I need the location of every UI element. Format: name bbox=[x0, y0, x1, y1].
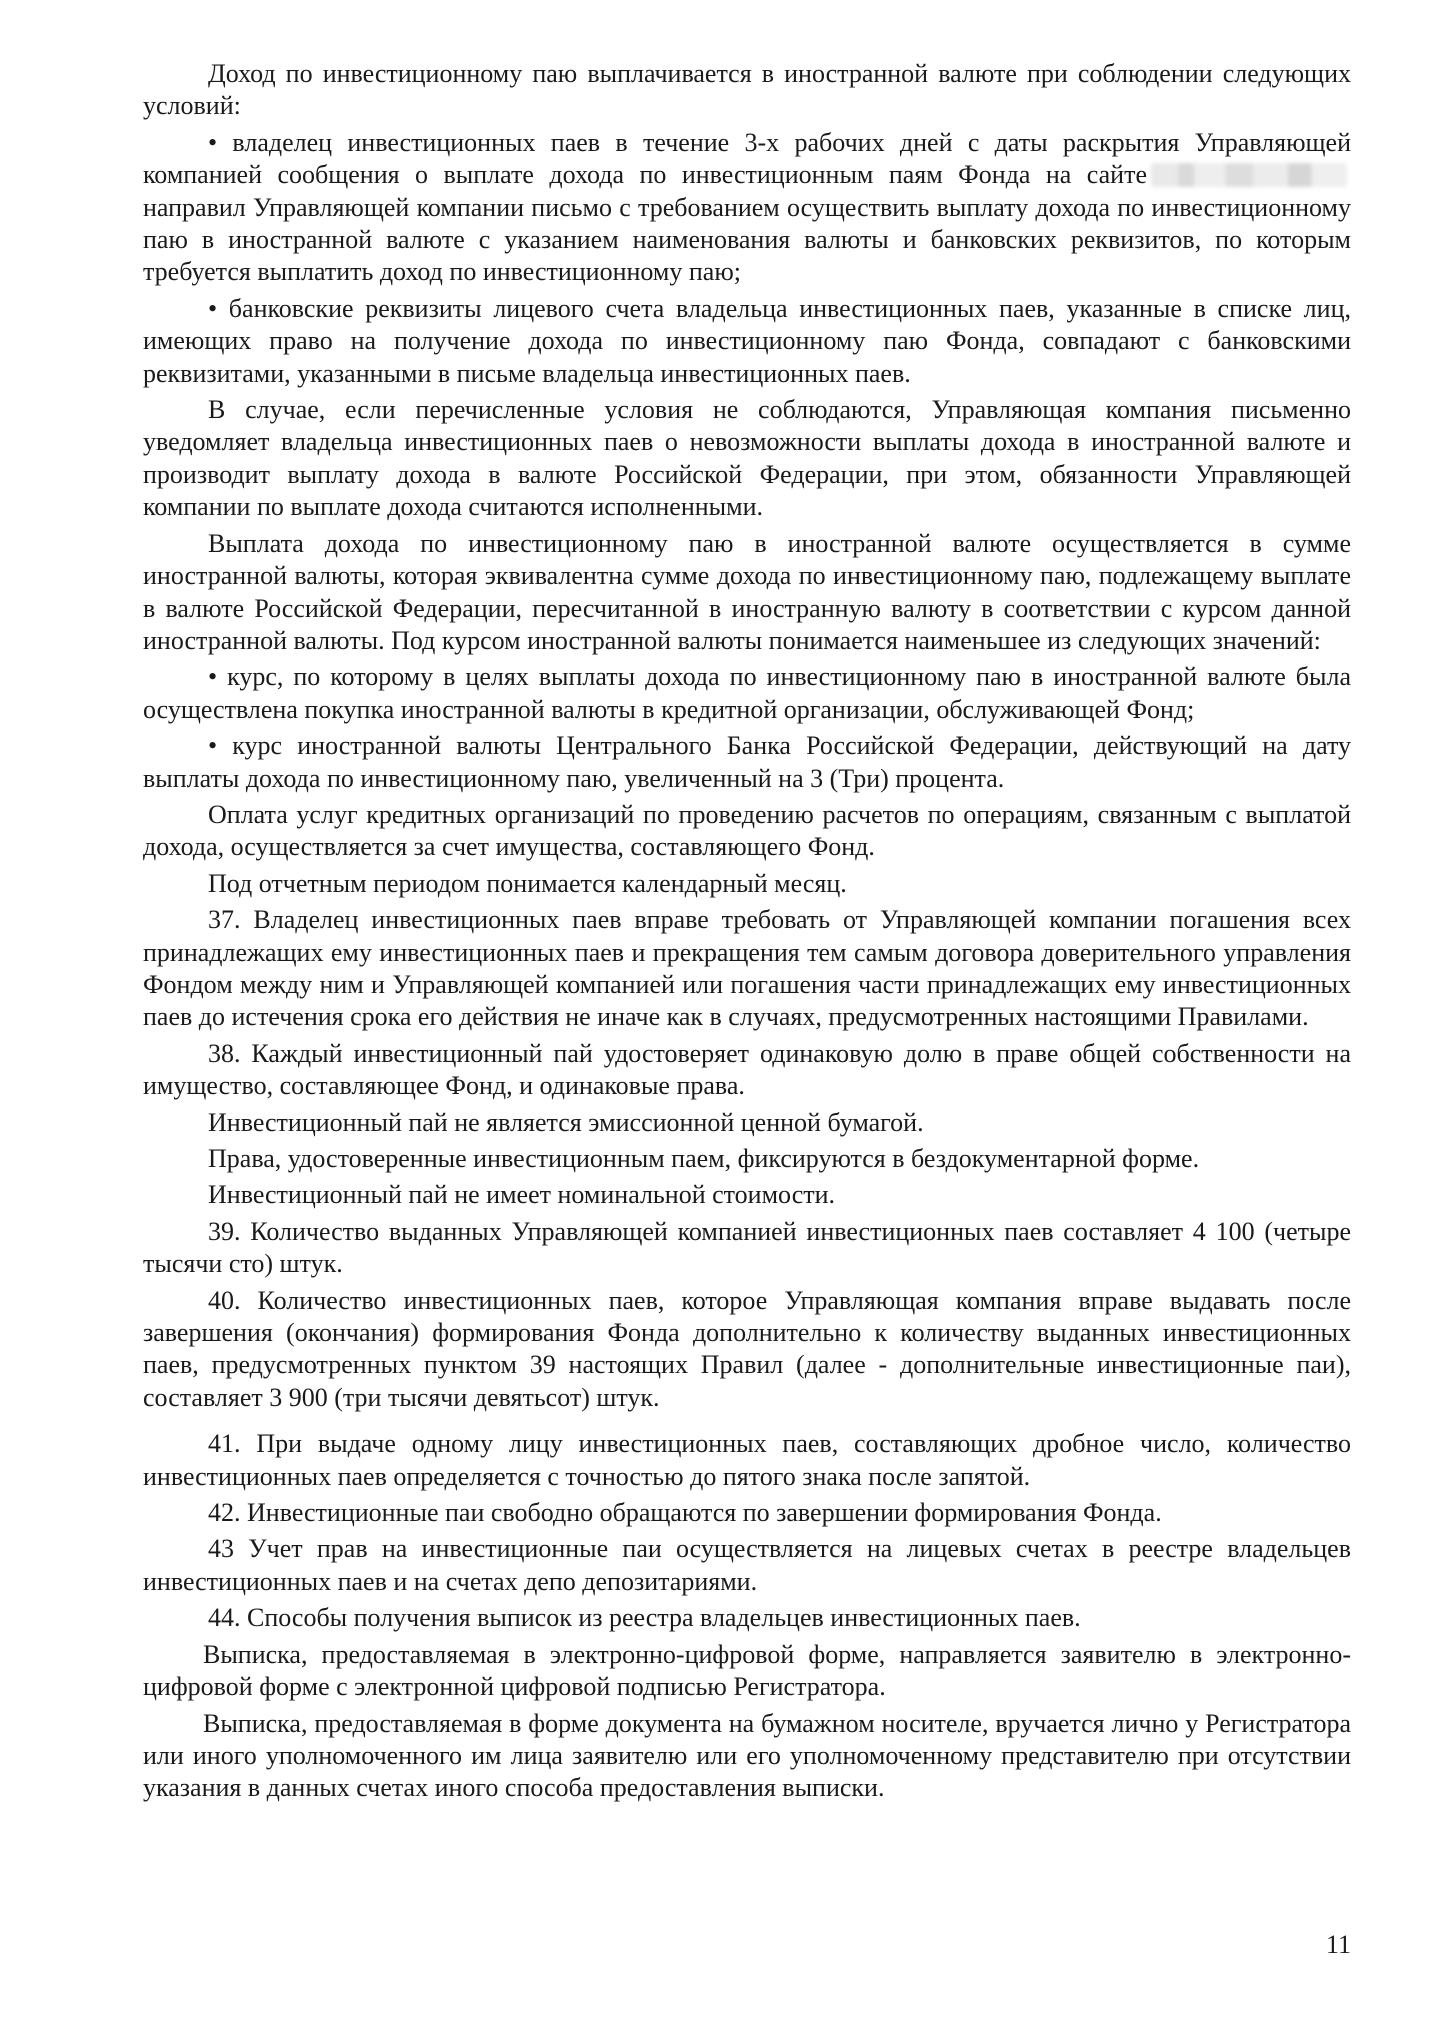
paragraph-condition-bank-details bbox=[143, 293, 1351, 390]
paragraph-text: 39. Количество выданных Управляющей компанией инвестиционных паев составляет 4 100 (четыре тысячи сто) штук. bbox=[143, 1216, 1351, 1279]
paragraph-text: 43 Учет прав на инвестиционные паи осуществляется на лицевых счетах в реестре владельцев инвестиционных паев и на счетах депо депозитариями. bbox=[143, 1534, 1351, 1596]
paragraph-conditions-not-met bbox=[143, 394, 1351, 524]
paragraph-reporting-period bbox=[143, 868, 1351, 900]
paragraph-text: Доход по инвестиционному паю выплачивается в иностранной валюте при соблюдении следующих условий: bbox=[143, 59, 1351, 121]
paragraph-text: • курс, по которому в целях выплаты дохода по инвестиционному паю в иностранной валюте была осуществлена покупка иностранной валюты в кредитной организации, обслуживающей Фонд; bbox=[143, 662, 1351, 724]
paragraph-rate-central-bank bbox=[143, 730, 1351, 795]
paragraph-credit-fees bbox=[143, 799, 1351, 864]
paragraph-text: Инвестиционный пай не является эмиссионной ценной бумагой. bbox=[208, 1107, 924, 1137]
paragraph-text: Под отчетным периодом понимается календарный месяц. bbox=[208, 868, 847, 898]
paragraph-text: 38. Каждый инвестиционный пай удостоверяет одинаковую долю в праве общей собственности на имущество, составляющее Фонд, и одинаковые права. bbox=[143, 1038, 1351, 1101]
paragraph-text: 42. Инвестиционные паи свободно обращаются по завершении формирования Фонда. bbox=[208, 1498, 1162, 1528]
paragraph-text: • курс иностранной валюты Центрального Банка Российской Федерации, действующий на дату выплаты дохода по инвестиционному паю, увеличенный на 3 (Три) процента. bbox=[143, 731, 1351, 793]
document-page bbox=[143, 58, 1351, 1809]
paragraph-text: Выписка, предоставляемая в форме документа на бумажном носителе, вручается лично у Регистратора или иного уполномоченного им лица заявителю или его уполномоченному представителю при отсутствии указания в данных счетах иного способа предоставления выписки. bbox=[143, 1708, 1351, 1803]
paragraph-37 bbox=[143, 904, 1351, 1034]
paragraph-43 bbox=[143, 1533, 1351, 1598]
paragraph-38 bbox=[143, 1038, 1351, 1103]
paragraph-text: В случае, если перечисленные условия не соблюдаются, Управляющая компания письменно уведомляет владельца инвестиционных паев о невозможности выплаты дохода в иностранной валюте и производит выплату дохода в валюте Российской Федерации, при этом, обязанности Управляющей компании по выплате дохода считаются исполненными. bbox=[143, 395, 1351, 522]
paragraph-text: Выплата дохода по инвестиционному паю в иностранной валюте осуществляется в сумме иностранной валюты, которая эквивалентна сумме дохода по инвестиционному паю, подлежащему выплате в валюте Российской Федерации, пересчитанной в иностранную валюту в соответствии с курсом данной иностранной валюты. Под курсом иностранной валюты понимается наименьшее из следующих значений: bbox=[143, 528, 1351, 655]
paragraph-44 bbox=[143, 1602, 1351, 1634]
paragraph-no-nominal bbox=[143, 1179, 1351, 1211]
paragraph-rate-purchase bbox=[143, 661, 1351, 726]
paragraph-electronic-statement bbox=[143, 1639, 1351, 1704]
paragraph-rights-form bbox=[143, 1143, 1351, 1175]
paragraph-39 bbox=[143, 1216, 1351, 1281]
paragraph-40 bbox=[143, 1285, 1351, 1415]
paragraph-foreign-currency-amount bbox=[143, 528, 1351, 658]
paragraph-text: Оплата услуг кредитных организаций по проведению расчетов по операциям, связанным с выплатой дохода, осуществляется за счет имущества, составляющего Фонд. bbox=[143, 799, 1351, 862]
paragraph-text: 40. Количество инвестиционных паев, которое Управляющая компания вправе выдавать после завершения (окончания) формирования Фонда дополнительно к количеству выданных инвестиционных паев, предусмотренных пунктом 39 настоящих Правил (далее - дополнительные инвестиционные паи), составляет 3 900 (три тысячи девятьсот) штук. bbox=[143, 1285, 1351, 1412]
paragraph-text: Инвестиционный пай не имеет номинальной стоимости. bbox=[208, 1180, 836, 1210]
redacted-website bbox=[1151, 163, 1347, 187]
paragraph-text: • владелец инвестиционных паев в течение 3-х рабочих дней с даты раскрытия Управляющей компанией сообщения о выплате дохода по инвестиционным паям Фонда на сайте bbox=[143, 127, 1351, 190]
paragraph-income-conditions bbox=[143, 58, 1351, 123]
paragraph-text: • банковские реквизиты лицевого счета владельца инвестиционных паев, указанные в списке лиц, имеющих право на получение дохода по инвестиционному паю Фонда, совпадают с банковскими реквизитами, указанными в письме владельца инвестиционных паев. bbox=[143, 293, 1351, 388]
paragraph-text: Права, удостоверенные инвестиционным паем, фиксируются в бездокументарной форме. bbox=[208, 1144, 1200, 1173]
paragraph-condition-letter bbox=[143, 127, 1351, 289]
paragraph-text: 37. Владелец инвестиционных паев вправе требовать от Управляющей компании погашения всех принадлежащих ему инвестиционных паев и прекращения тем самым договора доверительного управления Фондом между ним и Управляющей компанией или погашения части принадлежащих ему инвестиционных паев до истечения срока его действия не иначе как в случаях, предусмотренных настоящими Правилами. bbox=[143, 905, 1351, 1032]
paragraph-paper-statement bbox=[143, 1708, 1351, 1805]
paragraph-text: Выписка, предоставляемая в электронно-цифровой форме, направляется заявителю в электронно-цифровой форме с электронной цифровой подписью Регистратора. bbox=[143, 1639, 1351, 1702]
highlighted-section bbox=[64, 1216, 1357, 1424]
paragraph-text: 41. При выдаче одному лицу инвестиционных паев, составляющих дробное число, количество инвестиционных паев определяется с точностью до пятого знака после запятой. bbox=[143, 1429, 1351, 1491]
paragraph-text: направил Управляющей компании письмо с требованием осуществить выплату дохода по инвестиционному паю в иностранной валюте с указанием наименования валюты и банковских реквизитов, по которым требуется выплатить доход по инвестиционному паю; bbox=[143, 192, 1351, 287]
paragraph-42 bbox=[143, 1497, 1351, 1529]
paragraph-41 bbox=[143, 1428, 1351, 1493]
paragraph-text: 44. Способы получения выписок из реестра владельцев инвестиционных паев. bbox=[208, 1603, 1081, 1633]
paragraph-not-emission bbox=[143, 1107, 1351, 1139]
page-number: 11 bbox=[1325, 1930, 1351, 1959]
